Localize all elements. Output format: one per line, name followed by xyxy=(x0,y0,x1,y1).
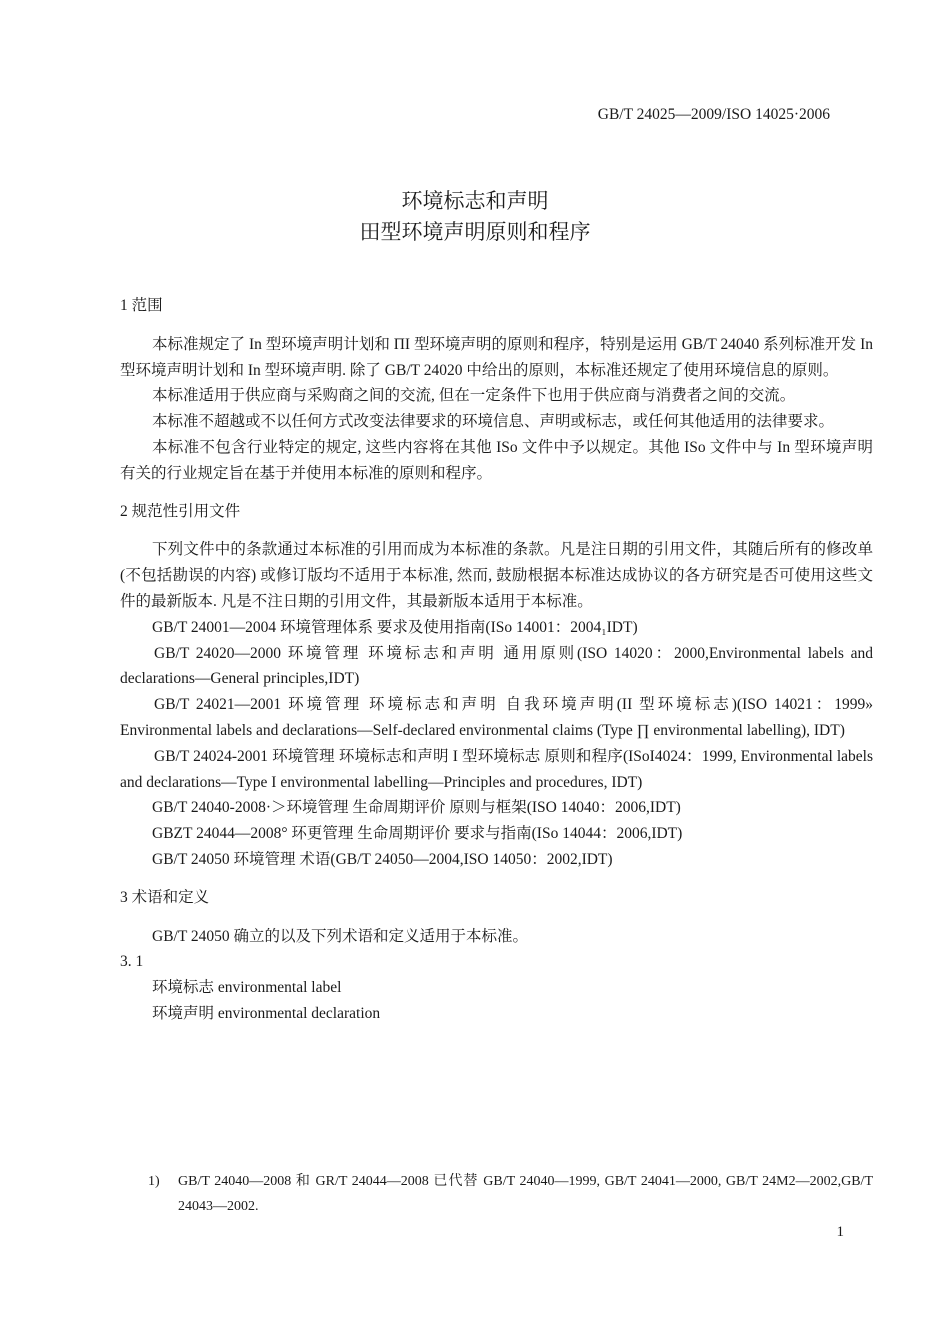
term-entry: 环境声明 environmental declaration xyxy=(152,1004,381,1022)
scope-paragraph: 本标准适用于供应商与采购商之间的交流, 但在一定条件下也用于供应商与消费者之间的交流。 xyxy=(152,387,796,405)
title-line-1: 环境标志和声明 xyxy=(401,189,549,213)
footnote xyxy=(148,1169,873,1219)
scope-paragraph: 本标准不包含行业特定的规定, 这些内容将在其他 ISo 文件中予以规定。其他 ISo 文件中与 In 型环境声明有关的行业规定旨在基于并使用本标准的原则和程序。 xyxy=(120,438,873,482)
reference-item: GB/T 24040-2008·＞环境管理 生命周期评价 原则与框架(ISO 14040：2006,IDT) xyxy=(152,799,681,817)
footnote-marker: 1) xyxy=(148,1174,160,1189)
reference-item: GB/T 24020—2000 环境管理 环境标志和声明 通用原则(ISO 14020：2000,Environmental labels and declarations—General principles,IDT) xyxy=(120,644,873,688)
reference-item: GB/T 24050 环境管理 术语(GB/T 24050—2004,ISO 14050：2002,IDT) xyxy=(152,850,613,868)
footnote-text: GB/T 24040—2008 和 GR/T 24044—2008 已代替 GB/T 24040—1999, GB/T 24041—2000, GB/T 24M2—2002,GB/T 24043—2002. xyxy=(178,1174,873,1214)
section-heading-terms: 3 术语和定义 xyxy=(120,888,210,906)
document-body xyxy=(120,293,873,1027)
reference-item: GB/T 24021—2001 环境管理 环境标志和声明 自我环境声明(II 型环境标志)(ISO 14021：1999» Environmental labels and declarations—Self-declared environmental claims (Type ∏ environmental labelling), IDT) xyxy=(120,696,873,739)
references-intro: 下列文件中的条款通过本标准的引用而成为本标准的条款。凡是注日期的引用文件，其随后所有的修改单(不包括勘误的内容) 或修订版均不适用于本标准, 然而, 鼓励根据本标准达成协议的各方研究是否可使用这些文件的最新版本. 凡是不注日期的引用文件，其最新版本适用于本标准。 xyxy=(120,541,873,610)
title-line-2: 田型环境声明原则和程序 xyxy=(359,220,591,244)
standard-code: GB/T 24025—2009/ISO 14025·2006 xyxy=(597,106,830,123)
scope-paragraph: 本标准规定了 In 型环境声明计划和 ΠI 型环境声明的原则和程序，特别是运用 GB/T 24040 系列标准开发 In 型环境声明计划和 In 型环境声明. 除了 GB/T 24020 中给出的原则，本标准还规定了使用环境信息的原则。 xyxy=(120,335,873,379)
reference-item: GB/T 24024-2001 环境管理 环境标志和声明 I 型环境标志 原则和程序(ISoI4024：1999, Environmental labels and declarations—Type I environmental labelling—Principles and procedures, IDT) xyxy=(120,747,873,791)
section-heading-scope: 1 范围 xyxy=(120,297,163,314)
term-number: 3. 1 xyxy=(120,953,144,971)
terms-intro: GB/T 24050 确立的以及下列术语和定义适用于本标准。 xyxy=(152,927,529,945)
reference-item: GB/T 24001—2004 环境管理体系 要求及使用指南(ISo 14001：2004₁IDT) xyxy=(152,618,638,636)
reference-item: GBZT 24044—2008° 环更管理 生命周期评价 要求与指南(ISo 14044：2006,IDT) xyxy=(152,825,683,843)
section-heading-normative-references: 2 规范性引用文件 xyxy=(120,502,241,520)
page-number: 1 xyxy=(836,1224,844,1240)
term-entry: 环境标志 environmental label xyxy=(152,979,342,997)
scope-paragraph: 本标准不超越或不以任何方式改变法律要求的环境信息、声明或标志，或任何其他适用的法律要求。 xyxy=(152,413,835,431)
